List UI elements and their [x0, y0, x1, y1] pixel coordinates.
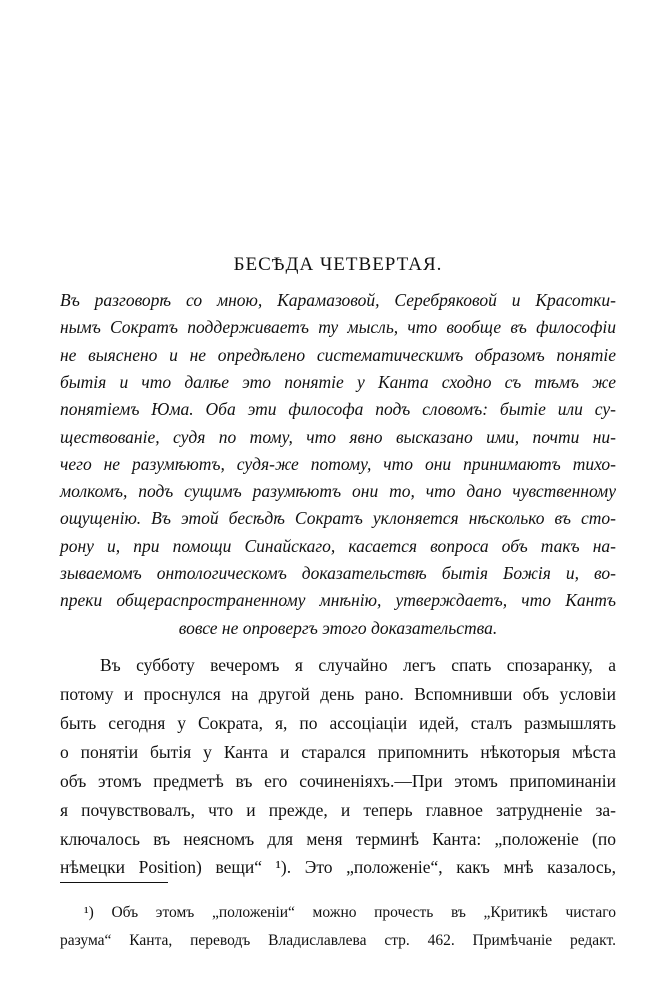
body-line: о понятіи бытія у Канта и старался припомнить нѣкоторыя мѣста — [60, 742, 616, 762]
summary-line: нымъ Сократъ поддерживаетъ ту мысль, что вообще въ философіи — [60, 317, 616, 337]
summary-line: понятіемъ Юма. Оба эти философа подъ словомъ: бытіе или су- — [60, 399, 616, 419]
chapter-title: БЕСѢДА ЧЕТВЕРТАЯ. — [233, 254, 443, 275]
summary-line: вовсе не опровергъ этого доказательства. — [178, 618, 498, 638]
body-line: я почувствовалъ, что и прежде, и теперь главное затрудненіе за- — [60, 800, 616, 820]
summary-line: зываемомъ онтологическомъ доказательствѣ бытія Божія и, во- — [60, 563, 616, 583]
footnote-divider — [60, 882, 168, 883]
body-line: быть сегодня у Сократа, я, по ассоціаціи идей, сталъ размышлять — [60, 713, 616, 733]
summary-line: Въ разговорѣ со мною, Карамазовой, Серебряковой и Красотки- — [60, 290, 616, 310]
body-line: нѣмецки Position) вещи“ ¹). Это „положеніе“, какъ мнѣ казалось, — [60, 857, 616, 877]
summary-line: чего не разумѣютъ, судя-же потому, что они принимаютъ тихо- — [60, 454, 616, 474]
summary-line: молкомъ, подъ сущимъ разумѣютъ они то, что дано чувственному — [60, 481, 616, 501]
summary-line: преки общераспространенному мнѣнію, утверждаетъ, что Кантъ — [60, 590, 616, 610]
footnote-line: ¹) Объ этомъ „положеніи“ можно прочесть въ „Критикѣ чистаго — [84, 904, 616, 921]
body-line: объ этомъ предметѣ въ его сочиненіяхъ.—При этомъ припоминаніи — [60, 771, 616, 791]
footnote-line: разума“ Канта, переводъ Владиславлева стр. 462. Примѣчаніе редакт. — [60, 932, 616, 949]
body-line: ключалось въ неясномъ для меня терминѣ Канта: „положеніе (по — [60, 829, 616, 849]
summary-line: не выяснено и не опредѣлено систематическимъ образомъ понятіе — [60, 345, 616, 365]
summary-line: рону и, при помощи Синайскаго, касается вопроса объ такъ на- — [60, 536, 616, 556]
summary-line: ществованіе, судя по тому, что явно высказано ими, почти ни- — [60, 427, 616, 447]
summary-line: бытія и что далѣе это понятіе у Канта сходно съ тѣмъ же — [60, 372, 616, 392]
body-line: потому и проснулся на другой день рано. Вспомнивши объ условіи — [60, 684, 616, 704]
body-line: Въ субботу вечеромъ я случайно легъ спать спозаранку, а — [100, 655, 616, 675]
summary-line: ощущенію. Въ этой бесѣдѣ Сократъ уклоняется нѣсколько въ сто- — [60, 508, 616, 528]
